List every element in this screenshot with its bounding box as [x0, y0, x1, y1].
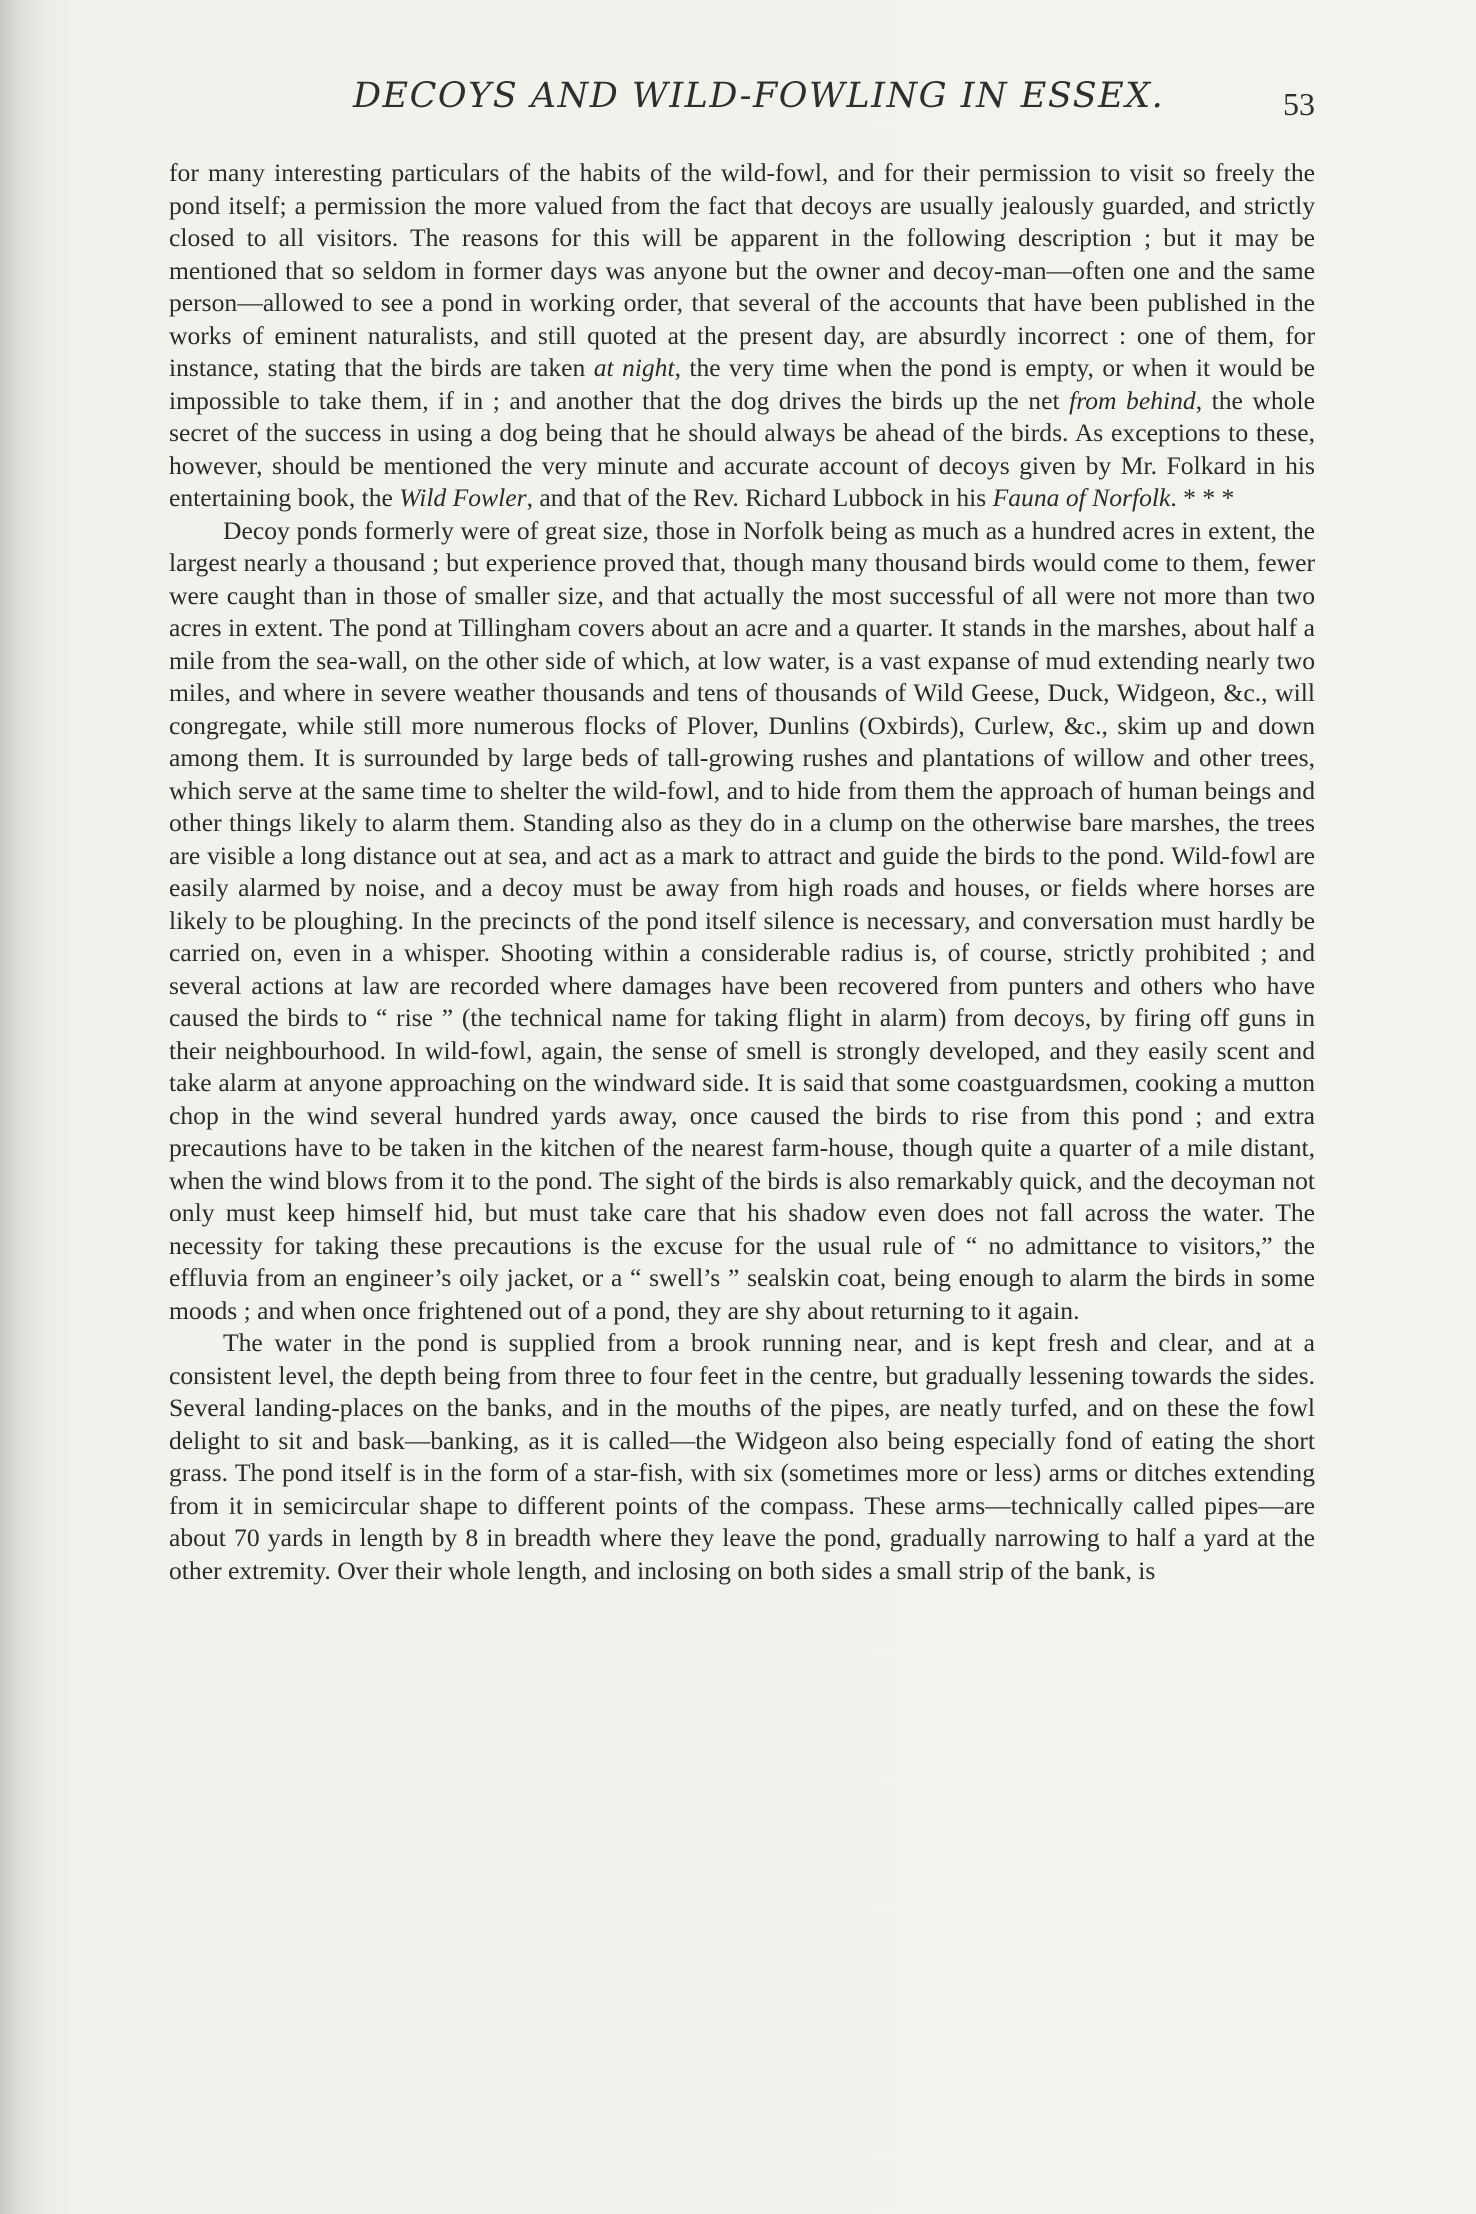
body-text: [169, 157, 1315, 1587]
text-run: , the whole secret of the success in using a dog being that he should always be ahead of the birds. As exceptions to these, however, should be mentioned the very minute and accurate account of decoys given by Mr. Folkard in his entertaining book, the: [169, 385, 1315, 512]
text-run: , the very time when the pond is empty, or when it would be impossible to take them, if in ; and another that the dog drives the birds up the net: [169, 353, 1315, 415]
text-run: for many interesting particulars of the habits of the wild-fowl, and for their permission to visit so freely the pond itself; a permission the more valued from the fact that decoys are usually jealously guarded, and strictly closed to all visitors. The reasons for this will be apparent in the following description ; but it may be mentioned that so seldom in former days was anyone but the owner and decoy-man—often one and the same person—allowed to see a pond in working order, that several of the accounts that have been published in the works of eminent naturalists, and still quoted at the present day, are absurdly incorrect : one of them, for instance, stating that the birds are taken: [169, 158, 1315, 382]
paragraph-decoy-ponds: Decoy ponds formerly were of great size, those in Norfolk being as much as a hundred acres in extent, the largest nearly a thousand ; but experience proved that, though many thousand birds would come to them, fewer were caught than in those of smaller size, and that actually the most successful of all were not more than two acres in extent. The pond at Tillingham covers about an acre and a quarter. It stands in the marshes, about half a mile from the sea-wall, on the other side of which, at low water, is a vast expanse of mud extending nearly two miles, and where in severe weather thousands and tens of thousands of Wild Geese, Duck, Widgeon, &c., will congregate, while still more numerous flocks of Plover, Dunlins (Oxbirds), Curlew, &c., skim up and down among them. It is surrounded by large beds of tall-growing rushes and plantations of willow and other trees, which serve at the same time to shelter the wild-fowl, and to hide from them the approach of human beings and other things likely to alarm them. Standing also as they do in a clump on the otherwise bare marshes, the trees are visible a long distance out at sea, and act as a mark to attract and guide the birds to the pond. Wild-fowl are easily alarmed by noise, and a decoy must be away from high roads and houses, or fields where horses are likely to be ploughing. In the precincts of the pond itself silence is necessary, and conversation must hardly be carried on, even in a whisper. Shooting within a considerable radius is, of course, strictly prohibited ; and several actions at law are recorded where damages have been recovered from punters and others who have caused the birds to “ rise ” (the technical name for taking flight in alarm) from decoys, by firing off guns in their neighbourhood. In wild-fowl, again, the sense of smell is strongly developed, and they easily scent and take alarm at anyone approaching on the windward side. It is said that some coastguardsmen, cooking a mutton chop in the wind several hundred yards away, once caused the birds to rise from this pond ; and extra precautions have to be taken in the kitchen of the nearest farm-house, though quite a quarter of a mile distant, when the wind blows from it to the pond. The sight of the birds is also remarkably quick, and the decoyman not only must keep himself hid, but must take care that his shadow even does not fall across the water. The necessity for taking these precautions is the excuse for the usual rule of “ no admittance to visitors,” the effluvia from an engineer’s oily jacket, or a “ swell’s ” sealskin coat, being enough to alarm the birds in some moods ; and when once frightened out of a pond, they are shy about returning to it again.: [169, 515, 1315, 1325]
running-title: DECOYS AND WILD-FOWLING IN ESSEX.: [353, 76, 1165, 116]
book-title-wild-fowler: Wild Fowler: [399, 483, 527, 512]
page-number: 53: [1283, 86, 1315, 122]
paragraph-continued: [169, 157, 1315, 515]
paragraph-water-in-pond: The water in the pond is supplied from a brook running near, and is kept fresh and clear, and at a consistent level, the depth being from three to four feet in the centre, but gradually lessening towards the sides. Several landing-places on the banks, and in the mouths of the pipes, are neatly turfed, and on these the fowl delight to sit and bask—banking, as it is called—the Widgeon also being especially fond of eating the short grass. The pond itself is in the form of a star-fish, with six (sometimes more or less) arms or ditches extending from it in semicircular shape to different points of the compass. These arms—technically called pipes—are about 70 yards in length by 8 in breadth where they leave the pond, gradually narrowing to half a yard at the other extremity. Over their whole length, and inclosing on both sides a small strip of the bank, is: [169, 1328, 1315, 1585]
text-run: . * * *: [1170, 483, 1235, 512]
emphasis-at-night: at night: [593, 353, 675, 382]
text-run: , and that of the Rev. Richard Lubbock in his: [526, 483, 993, 512]
book-title-fauna-of-norfolk: Fauna of Norfolk: [992, 483, 1171, 512]
emphasis-from-behind: from behind: [1069, 385, 1196, 415]
running-head: [169, 68, 1315, 128]
